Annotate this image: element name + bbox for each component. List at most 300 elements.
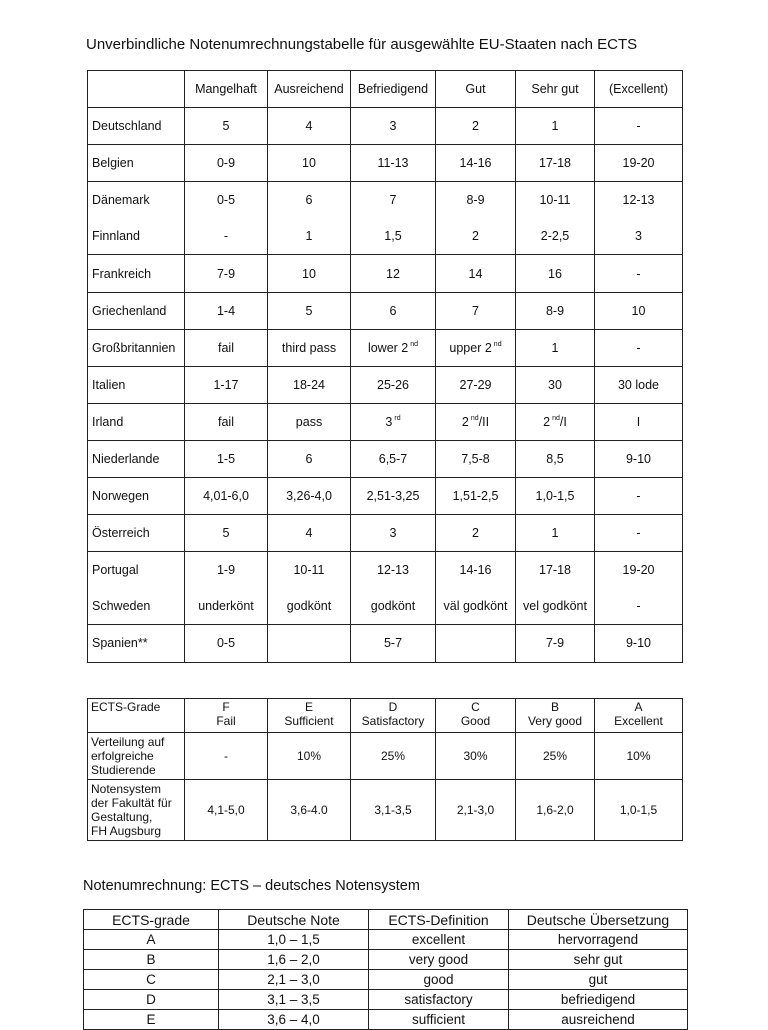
grade-value: - [636,599,641,614]
grade-cell [351,403,436,440]
document-title: Unverbindliche Notenumrechnungstabelle für ausgewählte EU-Staaten nach ECTS [86,36,638,53]
grade-cell [268,182,351,219]
grade-value: 3,26-4,0 [286,489,332,504]
grade-cell [351,182,436,219]
grade-cell [351,218,436,255]
table-cell: sehr gut [509,950,688,970]
grade-cell [436,218,516,255]
grade-cell [268,108,351,145]
grade-value: 2 [472,119,479,134]
table-cell: B [84,950,219,970]
row-label-line: erfolgreiche [91,749,154,763]
grade-cell [516,588,595,625]
grade-cell [516,403,595,440]
table-cell: good [369,970,509,990]
column-header: Deutsche Note [219,910,369,930]
grade-cell [516,292,595,329]
country-cell: Norwegen [88,478,185,515]
grade-value: 6 [389,303,397,318]
table-row [88,478,683,515]
grade-cell [351,552,436,589]
grade-cell [516,552,595,589]
ects-data-row [88,733,683,780]
grade-value: godkönt [286,599,332,614]
ects-grade-header [268,699,351,733]
grade-value: 1-5 [216,451,236,466]
country-cell: Dänemark [88,182,185,219]
grade-value: vel godkönt [523,599,587,614]
grade-cell [595,515,683,552]
ects-grade-header [516,699,595,733]
grade-value: 5 [222,119,230,134]
table-cell: E [84,1010,219,1030]
grade-value: 3 [385,414,393,429]
grade-cell [436,366,516,403]
grade-cell [516,255,595,292]
grade-value: 3 [635,229,642,244]
grade-cell [436,588,516,625]
table-header-row [84,910,688,930]
grade-cell [268,329,351,366]
grade-cell [185,440,268,477]
grade-value: 3 [389,119,397,134]
grade-cell [185,625,268,662]
grade-cell [516,625,595,662]
grade-value: 14-16 [459,563,492,578]
grade-cell [268,515,351,552]
grade-cell [516,478,595,515]
grade-value: 0-5 [216,193,236,208]
grade-cell [516,218,595,255]
country-cell: Portugal [88,552,185,589]
grade-cell [185,292,268,329]
grade-value: 5-7 [383,636,403,651]
table-cell: 2,1 – 3,0 [219,970,369,990]
country-cell: Großbritannien [88,329,185,366]
column-header: Mangelhaft [185,71,268,108]
grade-cell [185,478,268,515]
grade-cell [595,366,683,403]
ects-grade-label: ECTS-Grade [88,699,185,733]
column-header: Ausreichend [268,71,351,108]
ects-header-row [88,699,683,733]
ects-cell: 25% [351,733,436,780]
grade-value: 17-18 [539,156,571,171]
grade-cell [516,366,595,403]
grade-cell [268,366,351,403]
country-cell: Griechenland [88,292,185,329]
table-cell: 1,6 – 2,0 [219,950,369,970]
grade-value: 19-20 [622,563,655,578]
grade-cell [436,255,516,292]
grade-value: 8,5 [546,451,564,466]
grade-value: - [223,229,229,244]
grade-letter: C [471,700,480,714]
table-cell: hervorragend [509,930,688,950]
grade-value: 8-9 [466,193,485,208]
table-header-row [88,71,683,108]
grade-value: 25-26 [377,377,409,392]
grade-cell [436,478,516,515]
grade-cell [595,255,683,292]
grade-cell [436,182,516,219]
grade-value: upper 2 [449,340,492,355]
ects-cell: 25% [516,733,595,780]
table-row [88,145,683,182]
grade-value: 6 [305,451,313,466]
grade-value: lower 2 [367,340,409,355]
grade-cell [185,515,268,552]
grade-cell [436,292,516,329]
grade-value: 17-18 [539,563,571,578]
grade-value: 1 [551,526,559,541]
table-row [88,625,683,662]
grade-value: 0-5 [216,636,236,651]
table-row [88,403,683,440]
grade-value: 2-2,5 [540,229,570,244]
grade-cell [185,366,268,403]
grade-value: 16 [548,266,562,281]
grade-name: Very good [527,714,583,728]
grade-value: 6,5-7 [378,451,408,466]
grade-cell [595,478,683,515]
grade-cell [351,329,436,366]
grade-value: 1 [551,119,559,134]
grade-cell [268,625,351,662]
ects-cell: 3,6-4.0 [268,780,351,841]
table-cell: satisfactory [369,990,509,1010]
grade-cell [351,588,436,625]
ects-cell: 3,1-3,5 [351,780,436,841]
row-label-line: FH Augsburg [91,824,162,838]
table-row [84,950,688,970]
grade-value: 1 [305,229,313,244]
grade-value: 2,51-3,25 [366,489,420,504]
grade-value: 12-13 [377,563,409,578]
grade-cell [268,255,351,292]
grade-value: - [636,119,641,134]
table-cell: sufficient [369,1010,509,1030]
grade-cell [185,218,268,255]
grade-cell [268,552,351,589]
ects-grade-header [595,699,683,733]
table-cell: befriedigend [509,990,688,1010]
grade-cell [595,588,683,625]
column-header [88,71,185,108]
table-row [88,366,683,403]
grade-cell [516,515,595,552]
grade-value: 27-29 [459,377,492,392]
grade-cell [185,108,268,145]
grade-value: 7 [472,303,479,318]
grade-value: 10 [302,156,316,171]
grade-value: 3 [389,526,397,541]
grade-letter: A [634,700,643,714]
grade-cell [436,440,516,477]
grade-value: godkönt [370,599,416,614]
grade-cell [436,515,516,552]
grade-cell [351,515,436,552]
grade-value: - [636,340,641,355]
country-cell: Deutschland [88,108,185,145]
table-row [88,182,683,219]
grade-suffix: /II [478,414,490,429]
table-cell: C [84,970,219,990]
ects-cell: 1,6-2,0 [516,780,595,841]
grade-cell [185,329,268,366]
grade-value: 10 [631,303,646,318]
grade-cell [516,329,595,366]
table-cell: A [84,930,219,950]
country-cell: Belgien [88,145,185,182]
table-cell: D [84,990,219,1010]
grade-value: 4,01-6,0 [203,489,249,504]
country-cell: Finnland [88,218,185,255]
grade-cell [351,366,436,403]
grade-value: - [636,489,641,504]
grade-cell [268,145,351,182]
ects-grade-header [185,699,268,733]
column-header: Deutsche Übersetzung [509,910,688,930]
grade-cell [268,440,351,477]
grade-cell [516,182,595,219]
superscript: nd [470,414,479,422]
grade-value: 30 lode [617,377,659,392]
grade-value: 7 [389,193,397,208]
grade-cell [268,478,351,515]
grade-value: 10-11 [293,563,325,578]
grade-conversion-table [87,70,683,663]
table-row [84,930,688,950]
grade-cell [268,588,351,625]
grade-value: 7-9 [545,636,565,651]
grade-name: Satisfactory [361,714,425,728]
grade-value: underkönt [198,599,254,614]
grade-cell [436,108,516,145]
ects-cell: 2,1-3,0 [436,780,516,841]
grade-value: 1-17 [213,377,239,392]
grade-cell [436,552,516,589]
country-cell: Italien [88,366,185,403]
row-label [88,733,185,780]
country-cell: Österreich [88,515,185,552]
grade-cell [351,440,436,477]
row-label-line: der Fakultät für [91,796,172,810]
ects-cell: - [185,733,268,780]
grade-value: 12-13 [622,193,655,208]
table-row [88,588,683,625]
superscript: nd [552,414,560,422]
grade-value: 11-13 [377,156,409,171]
table-row [84,1010,688,1030]
grade-cell [185,255,268,292]
grade-cell [595,625,683,662]
table-row [88,552,683,589]
grade-value: - [636,266,641,281]
grade-value: 2 [472,526,479,541]
ects-german-table [83,909,688,1030]
ects-cell: 10% [268,733,351,780]
country-cell: Spanien** [88,625,185,662]
table-row [88,515,683,552]
table-row [88,329,683,366]
table-cell: ausreichend [509,1010,688,1030]
grade-letter: B [550,700,559,714]
grade-cell [351,108,436,145]
grade-value: 10 [302,266,316,281]
ects-distribution-table [87,698,683,841]
table-row [88,292,683,329]
grade-letter: F [222,700,230,714]
grade-cell [351,478,436,515]
table-row [88,108,683,145]
ects-data-row [88,780,683,841]
grade-letter: D [388,700,398,714]
grade-cell [185,403,268,440]
grade-cell [595,403,683,440]
grade-value: 2 [543,414,551,429]
grade-cell [595,440,683,477]
ects-grade-header [436,699,516,733]
grade-letter: E [304,700,313,714]
row-label-line: Gestaltung, [91,810,153,824]
grade-value: 8-9 [545,303,565,318]
grade-name: Good [460,714,491,728]
grade-cell [351,145,436,182]
grade-cell [268,218,351,255]
column-header: Befriedigend [351,71,436,108]
column-header: ECTS-Definition [369,910,509,930]
grade-cell [185,552,268,589]
grade-cell [516,145,595,182]
grade-cell [351,292,436,329]
grade-cell [595,182,683,219]
table-cell: gut [509,970,688,990]
grade-cell [436,625,516,662]
grade-cell [185,145,268,182]
grade-value: 1,51-2,5 [452,489,499,504]
grade-value: I [636,414,641,429]
grade-value: 7,5-8 [461,451,490,466]
grade-value: third pass [281,340,337,355]
table-row [88,440,683,477]
grade-cell [595,108,683,145]
table-cell: 3,6 – 4,0 [219,1010,369,1030]
grade-cell [595,218,683,255]
grade-value: 6 [305,193,313,208]
grade-name: Fail [216,714,236,728]
table-cell: 1,0 – 1,5 [219,930,369,950]
grade-cell [595,145,683,182]
ects-grade-header [351,699,436,733]
grade-value: 1,0-1,5 [535,489,575,504]
grade-value: 12 [386,266,400,281]
grade-value: 4 [305,526,313,541]
row-label-line: Studierende [91,763,156,777]
grade-cell [268,292,351,329]
table-row [88,218,683,255]
grade-value: fail [218,340,234,355]
grade-value: 2 [472,229,479,244]
row-label [88,780,185,841]
grade-name: Excellent [614,714,663,728]
superscript: nd [410,340,419,348]
grade-value: 1-4 [216,303,236,318]
column-header: Gut [436,71,516,108]
grade-cell [185,182,268,219]
country-cell: Niederlande [88,440,185,477]
grade-value: 1-9 [216,563,236,578]
grade-cell [436,403,516,440]
grade-cell [595,292,683,329]
grade-value: 18-24 [293,377,325,392]
grade-value: 14 [468,266,483,281]
grade-value: 9-10 [625,636,652,651]
column-header: ECTS-grade [84,910,219,930]
row-label-line: Notensystem [91,782,162,796]
grade-value: 2 [461,414,469,429]
grade-value: 19-20 [622,156,655,171]
grade-cell [595,329,683,366]
grade-value: pass [295,414,323,429]
table-row [84,990,688,1010]
grade-value: 30 [548,377,562,392]
country-cell: Frankreich [88,255,185,292]
table-cell: very good [369,950,509,970]
grade-cell [436,329,516,366]
column-header: Sehr gut [516,71,595,108]
grade-value: 9-10 [625,451,652,466]
ects-cell: 10% [595,733,683,780]
table-cell: excellent [369,930,509,950]
column-header: (Excellent) [595,71,683,108]
grade-cell [516,108,595,145]
grade-cell [516,440,595,477]
country-cell: Irland [88,403,185,440]
row-label-line: Verteilung auf [91,735,165,749]
ects-cell: 4,1-5,0 [185,780,268,841]
grade-cell [595,552,683,589]
grade-value: 5 [222,526,230,541]
grade-value: - [636,526,641,541]
ects-cell: 1,0-1,5 [595,780,683,841]
grade-value: 5 [305,303,313,318]
superscript: nd [493,340,502,348]
grade-cell [351,625,436,662]
table-cell: 3,1 – 3,5 [219,990,369,1010]
section-title: Notenumrechnung: ECTS – deutsches Notensystem [83,878,420,894]
grade-value: väl godkönt [443,599,508,614]
grade-cell [185,588,268,625]
grade-value: 14-16 [459,156,492,171]
country-cell: Schweden [88,588,185,625]
superscript: rd [394,414,401,422]
grade-name: Sufficient [284,714,334,728]
grade-value: 0-9 [216,156,236,171]
table-row [88,255,683,292]
grade-cell [268,403,351,440]
grade-value: fail [218,414,234,429]
grade-value: 4 [305,119,313,134]
ects-cell: 30% [436,733,516,780]
table-row [84,970,688,990]
grade-value: 7-9 [216,266,236,281]
grade-value: 1,5 [384,229,402,244]
grade-value: 1 [551,340,559,355]
grade-suffix: /I [559,414,567,429]
grade-cell [436,145,516,182]
grade-cell [351,255,436,292]
